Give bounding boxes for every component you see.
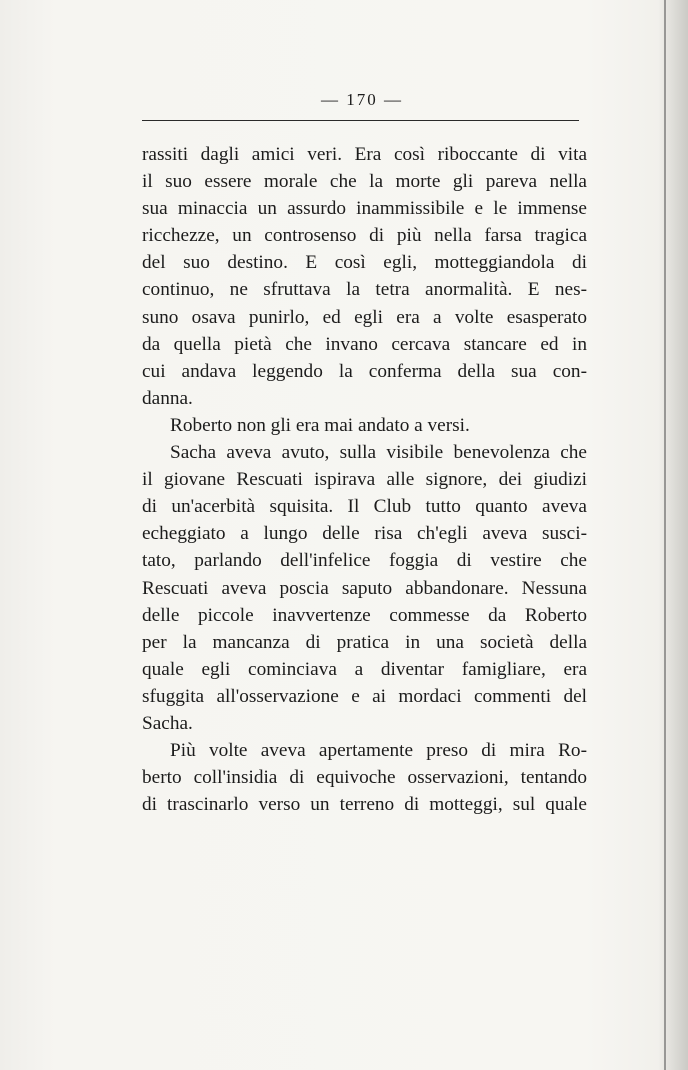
text-line: Più volte aveva apertamente preso di mira Ro-	[170, 740, 587, 762]
text-line: di trascinarlo verso un terreno di motteggi, sul quale	[142, 794, 587, 816]
text-line: Sacha.	[142, 712, 193, 734]
text-line: rassiti dagli amici veri. Era così riboccante di vita	[142, 144, 587, 165]
text-line: del suo destino. E così egli, motteggiandola di	[142, 252, 587, 274]
page-number: — 170 —	[321, 90, 403, 109]
text-line: il suo essere morale che la morte gli pareva nella	[142, 171, 587, 193]
text-line: ricchezze, un controsenso di più nella farsa tragica	[142, 225, 587, 247]
text-line: da quella pietà che invano cercava stancare ed in	[142, 333, 587, 355]
page-binding-edge	[664, 0, 666, 1070]
header-rule	[142, 120, 579, 121]
text-line: di un'acerbità squisita. Il Club tutto quanto aveva	[142, 496, 587, 518]
body-text	[142, 141, 587, 818]
text-line: berto coll'insidia di equivoche osservazioni, tentando	[142, 767, 587, 789]
text-line: per la mancanza di pratica in una società della	[142, 631, 587, 653]
text-line: suno osava punirlo, ed egli era a volte esasperato	[142, 306, 587, 328]
text-line: Roberto non gli era mai andato a versi.	[170, 414, 470, 436]
text-line: echeggiato a lungo delle risa ch'egli aveva susci-	[142, 523, 587, 545]
text-line: sua minaccia un assurdo inammissibile e le immense	[142, 198, 587, 220]
text-line: danna.	[142, 387, 193, 409]
text-line: Rescuati aveva poscia saputo abbandonare. Nessuna	[142, 577, 587, 599]
text-line: tato, parlando dell'infelice foggia di vestire che	[142, 550, 587, 572]
text-line: Sacha aveva avuto, sulla visibile benevolenza che	[170, 442, 587, 464]
text-line: il giovane Rescuati ispirava alle signore, dei giudizi	[142, 469, 587, 491]
page-binding-shadow	[658, 0, 688, 1070]
text-line: sfuggita all'osservazione e ai mordaci commenti del	[142, 685, 587, 707]
text-line: continuo, ne sfruttava la tetra anormalità. E nes-	[142, 279, 587, 301]
text-line: delle piccole inavvertenze commesse da Roberto	[142, 604, 587, 626]
text-line: quale egli cominciava a diventar famigliare, era	[142, 658, 587, 680]
text-line: cui andava leggendo la conferma della sua con-	[142, 360, 587, 382]
